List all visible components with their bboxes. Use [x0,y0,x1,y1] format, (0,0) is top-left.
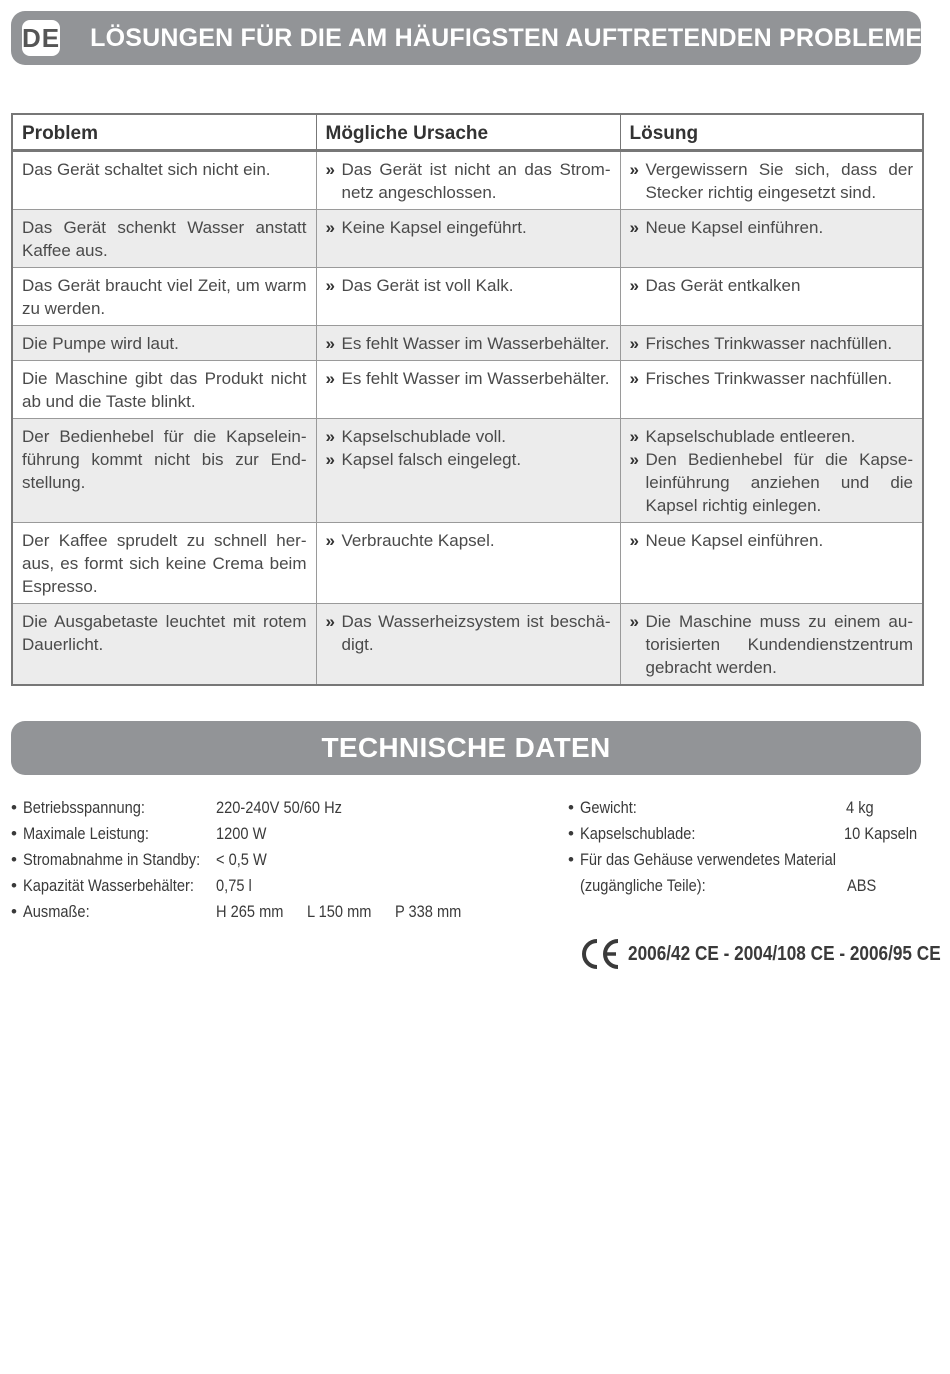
column-header-solution: Lösung [620,114,923,150]
spec-label: Ausmaße: [23,902,90,921]
problem-cell: Die Ausgabetaste leuchtet mit rotem Dauerlicht. [12,603,316,685]
spec-value: 10 Kapseln [844,824,918,843]
bullet-arrow: » [629,159,639,179]
solution-item-text: Die Maschine muss zu einem au-torisierten Kundendienstzentrum gebracht werden. [645,611,913,677]
solution-item [630,529,914,552]
cause-cell [316,325,620,360]
cause-item [326,448,611,471]
spec-value: ABS [847,876,877,895]
cause-item-text: Kapsel falsch eingelegt. [341,449,522,469]
problem-cell: Die Pumpe wird laut. [12,325,316,360]
table-row [12,360,923,418]
spec-value: 4 kg [846,798,874,817]
solution-item [630,274,914,297]
bullet-arrow: » [629,333,639,353]
spec-row [568,873,928,899]
spec-row [11,795,531,821]
table-row [12,325,923,360]
solution-cell [620,209,923,267]
ce-mark-icon [580,938,622,970]
bullet-arrow: » [629,426,639,446]
table-header-row [12,114,923,150]
solution-item [630,610,914,679]
bullet: • [11,902,17,921]
spec-row [11,873,531,899]
bullet: • [11,876,17,895]
ce-directives: 2006/42 CE - 2004/108 CE - 2006/95 CE [628,942,941,965]
cause-item-text: Das Wasserheizsystem ist beschä-digt. [341,611,611,654]
cause-cell [316,603,620,685]
table-row [12,209,923,267]
spec-value: 1200 W [216,824,267,843]
problem-cell: Die Maschine gibt das Produkt nicht ab und die Taste blinkt. [12,360,316,418]
bullet-arrow: » [629,611,639,631]
solution-item-text: Den Bedienhebel für die Kapse-leinführung anziehen und die Kapsel richtig einlegen. [645,449,913,515]
spec-row [11,847,531,873]
bullet-arrow: » [325,217,335,237]
solution-item [630,425,914,448]
bullet: • [568,824,574,843]
column-header-cause: Mögliche Ursache [316,114,620,150]
bullet-arrow: » [325,368,335,388]
bullet: • [11,798,17,817]
bullet-arrow: » [325,159,335,179]
ce-marking [580,938,950,970]
table-row [12,603,923,685]
spec-value: 220-240V 50/60 Hz [216,798,342,817]
tech-data-title: TECHNISCHE DATEN [321,732,611,763]
solution-item-text: Frisches Trinkwasser nachfüllen. [645,368,893,388]
page-title: LÖSUNGEN FÜR DIE AM HÄUFIGSTEN AUFTRETENDEN PROBLEME [90,23,923,52]
bullet-arrow: » [325,530,335,550]
bullet: • [11,850,17,869]
bullet-arrow: » [629,530,639,550]
spec-row [568,847,928,873]
spec-list-right [568,795,928,899]
problem-cell: Der Bedienhebel für die Kapselein-führung kommt nicht bis zur End-stellung. [12,418,316,522]
bullet-arrow: » [325,426,335,446]
problem-cell: Das Gerät schenkt Wasser anstatt Kaffee aus. [12,209,316,267]
solution-item-text: Neue Kapsel einführen. [645,217,824,237]
solution-cell [620,325,923,360]
spec-value-length: L 150 mm [307,902,372,921]
cause-item-text: Das Gerät ist nicht an das Strom-netz angeschlossen. [341,159,611,202]
solution-cell [620,267,923,325]
spec-list-left [11,795,531,925]
bullet-arrow: » [325,611,335,631]
spec-label: Für das Gehäuse verwendetes Material [580,850,836,869]
table-row [12,267,923,325]
solution-cell [620,360,923,418]
spec-row [11,899,531,925]
spec-value: 0,75 l [216,876,252,895]
spec-label: Betriebsspannung: [23,798,145,817]
solution-item-text: Kapselschublade entleeren. [645,426,856,446]
solution-item [630,448,914,517]
table-row [12,150,923,209]
spec-value: < 0,5 W [216,850,267,869]
solution-item [630,216,914,239]
bullet: • [568,850,574,869]
solution-item [630,332,914,355]
bullet-arrow: » [629,368,639,388]
bullet-arrow: » [629,275,639,295]
language-badge: DE [22,20,60,56]
bullet-arrow: » [325,449,335,469]
problem-cell: Das Gerät schaltet sich nicht ein. [12,150,316,209]
solution-cell [620,603,923,685]
spec-label: Kapselschublade: [580,824,696,843]
solution-cell [620,522,923,603]
cause-item-text: Kapselschublade voll. [341,426,506,446]
spec-row [11,821,531,847]
troubleshooting-table [11,113,924,686]
solution-item-text: Das Gerät entkalken [645,275,801,295]
cause-item [326,158,611,204]
spec-label: Kapazität Wasserbehälter: [23,876,194,895]
bullet-arrow: » [629,217,639,237]
solution-item-text: Vergewissern Sie sich, dass der Stecker richtig eingesetzt sind. [645,159,913,202]
cause-item [326,367,611,390]
cause-cell [316,267,620,325]
table-row [12,418,923,522]
cause-item [326,529,611,552]
solution-cell [620,150,923,209]
spec-row [568,821,928,847]
cause-item-text: Das Gerät ist voll Kalk. [341,275,514,295]
spec-label: Gewicht: [580,798,637,817]
column-header-problem: Problem [12,114,316,150]
spec-value-depth: P 338 mm [395,902,462,921]
bullet: • [11,824,17,843]
cause-item-text: Verbrauchte Kapsel. [341,530,495,550]
bullet: • [568,798,574,817]
spec-label: Maximale Leistung: [23,824,149,843]
cause-item-text: Es fehlt Wasser im Wasserbehälter. [341,368,610,388]
solution-item [630,158,914,204]
solution-cell [620,418,923,522]
bullet-arrow: » [325,333,335,353]
cause-item-text: Es fehlt Wasser im Wasserbehälter. [341,333,610,353]
bullet-arrow: » [629,449,639,469]
cause-cell [316,360,620,418]
cause-item-text: Keine Kapsel eingeführt. [341,217,527,237]
problem-cell: Der Kaffee sprudelt zu schnell her-aus, es formt sich keine Crema beim Espresso. [12,522,316,603]
bullet-arrow: » [325,275,335,295]
cause-cell [316,150,620,209]
solution-item [630,367,914,390]
cause-cell [316,418,620,522]
spec-label-continued: (zugängliche Teile): [580,876,706,895]
cause-item [326,610,611,656]
cause-cell [316,209,620,267]
cause-item [326,425,611,448]
table-row [12,522,923,603]
tech-data-banner [11,721,921,775]
cause-item [326,332,611,355]
spec-value-height: H 265 mm [216,902,284,921]
problem-cell: Das Gerät braucht viel Zeit, um warm zu werden. [12,267,316,325]
cause-cell [316,522,620,603]
spec-row [568,795,928,821]
cause-item [326,274,611,297]
spec-label: Stromabnahme in Standby: [23,850,201,869]
solution-item-text: Frisches Trinkwasser nachfüllen. [645,333,893,353]
header-banner [11,11,921,65]
cause-item [326,216,611,239]
solution-item-text: Neue Kapsel einführen. [645,530,824,550]
